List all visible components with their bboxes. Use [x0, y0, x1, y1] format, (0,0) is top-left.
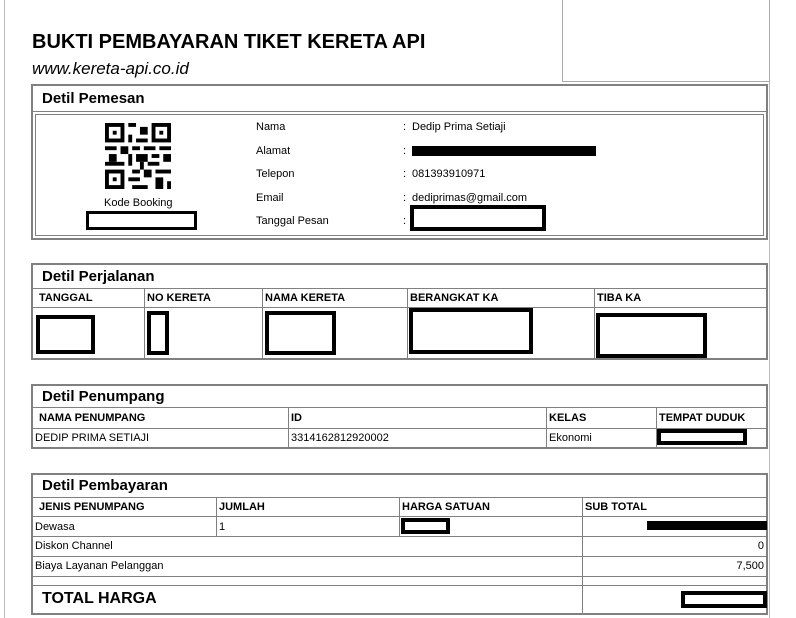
field-label-tanggal-pesan: Tanggal Pesan [256, 215, 329, 227]
penumpang-header-nama: NAMA PENUMPANG [39, 412, 146, 424]
kode-booking-redacted [86, 211, 197, 230]
field-sep-telepon: : [403, 168, 407, 180]
field-sep-alamat: : [403, 145, 407, 157]
pembayaran-row-divider-2 [33, 556, 766, 557]
field-label-alamat: Alamat [256, 145, 291, 157]
perjalanan-section-title: Detil Perjalanan [42, 268, 155, 285]
field-sep-email: : [403, 192, 407, 204]
pembayaran-header-jumlah: JUMLAH [219, 501, 265, 513]
tempat-duduk-redacted [657, 429, 747, 445]
perjalanan-header-divider [33, 307, 766, 308]
no-kereta-redacted [147, 311, 169, 355]
pembayaran-dewasa-label: Dewasa [35, 521, 75, 533]
perjalanan-col-divider-4 [594, 288, 595, 358]
penumpang-col-divider-2 [546, 407, 547, 447]
sub-total-redacted [647, 521, 767, 530]
total-harga-redacted [681, 591, 767, 608]
pembayaran-col-divider-3 [582, 497, 583, 613]
pembayaran-section-title: Detil Pembayaran [42, 477, 168, 494]
pembayaran-dewasa-jumlah: 1 [219, 521, 226, 533]
qr-code [104, 123, 172, 189]
nama-kereta-redacted [265, 311, 336, 355]
harga-satuan-redacted [401, 518, 450, 534]
penumpang-id: 3314162812920002 [291, 432, 389, 444]
penumpang-section-title: Detil Penumpang [42, 388, 165, 405]
field-label-telepon: Telepon [256, 168, 295, 180]
pembayaran-header-sub-total: SUB TOTAL [585, 501, 647, 513]
perjalanan-col-divider-1 [144, 288, 145, 358]
field-value-tanggal-pesan-redacted [410, 205, 546, 231]
perjalanan-col-divider-2 [262, 288, 263, 358]
website-url: www.kereta-api.co.id [32, 59, 189, 78]
biaya-layanan-value: 7,500 [736, 560, 764, 572]
kode-booking-label: Kode Booking [104, 197, 173, 209]
biaya-layanan-label: Biaya Layanan Pelanggan [35, 560, 164, 572]
page-right-edge [769, 0, 770, 618]
penumpang-col-divider-1 [288, 407, 289, 447]
page-left-edge [4, 0, 5, 618]
penumpang-header-kelas: KELAS [549, 412, 587, 424]
diskon-channel-value: 0 [757, 540, 764, 552]
field-sep-nama: : [403, 121, 407, 133]
field-label-email: Email [256, 192, 284, 204]
diskon-channel-label: Diskon Channel [35, 540, 113, 552]
field-label-nama: Nama [256, 121, 286, 133]
pembayaran-header-jenis: JENIS PENUMPANG [39, 501, 145, 513]
pembayaran-header-harga-satuan: HARGA SATUAN [402, 501, 490, 513]
perjalanan-header-tiba: TIBA KA [597, 292, 642, 304]
field-value-nama: Dedip Prima Setiaji [412, 121, 506, 133]
field-value-telepon: 081393910971 [412, 168, 486, 180]
penumpang-kelas: Ekonomi [549, 432, 592, 444]
total-harga-label: TOTAL HARGA [42, 590, 157, 607]
pembayaran-col-divider-2 [399, 497, 400, 536]
perjalanan-header-tanggal: TANGGAL [39, 292, 93, 304]
perjalanan-header-no-kereta: NO KERETA [147, 292, 211, 304]
perjalanan-header-berangkat: BERANGKAT KA [410, 292, 499, 304]
pemesan-title-divider [33, 111, 766, 112]
pembayaran-row-divider-1 [33, 536, 766, 537]
berangkat-redacted [409, 308, 533, 354]
field-value-alamat-redacted [412, 146, 596, 156]
penumpang-header-id: ID [291, 412, 302, 424]
field-value-email: dediprimas@gmail.com [412, 192, 528, 204]
perjalanan-col-divider-3 [407, 288, 408, 358]
field-sep-tanggal-pesan: : [403, 215, 407, 227]
penumpang-header-tempat-duduk: TEMPAT DUDUK [659, 412, 746, 424]
pembayaran-col-divider-1 [216, 497, 217, 536]
header-corner-box [562, 0, 770, 82]
pembayaran-row-divider-3 [33, 576, 766, 577]
pemesan-section-title: Detil Pemesan [42, 90, 145, 107]
penumpang-nama: DEDIP PRIMA SETIAJI [35, 432, 150, 444]
tanggal-redacted [36, 315, 95, 354]
tiba-redacted [596, 313, 707, 358]
document-title: BUKTI PEMBAYARAN TIKET KERETA API [32, 31, 426, 53]
pembayaran-total-divider [33, 585, 766, 586]
perjalanan-title-divider [33, 288, 766, 289]
perjalanan-header-nama-kereta: NAMA KERETA [265, 292, 346, 304]
